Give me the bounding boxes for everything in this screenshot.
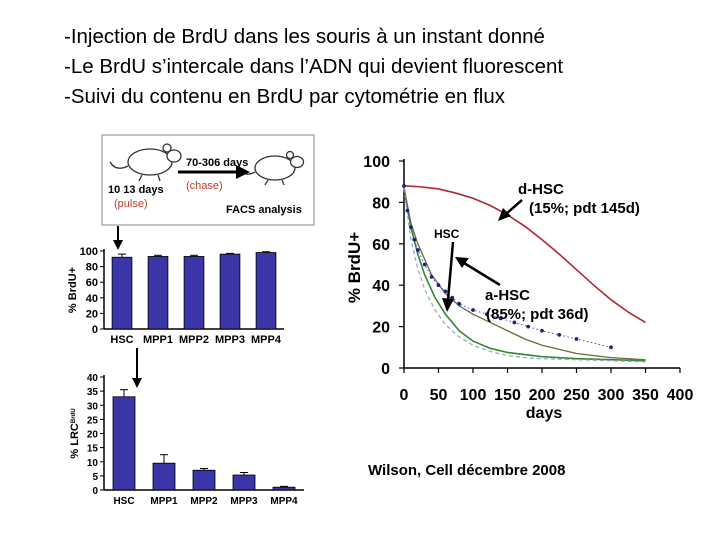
category-label: MPP2 [179,334,209,346]
x-tick-label: 350 [632,387,659,404]
bar [256,253,276,329]
category-label: MPP3 [230,496,258,507]
bar [273,487,295,490]
bar [193,470,215,490]
data-point [406,209,410,213]
y-tick-label: 0 [91,324,98,336]
data-point [575,337,579,341]
bar [233,475,255,490]
y-tick-label: 35 [86,387,98,399]
data-point [412,238,416,242]
data-point [444,290,448,294]
y-tick-label: 100 [79,246,98,258]
bar [153,463,175,490]
y-tick-label: 40 [85,292,98,305]
y-axis-label-sup: BrdU [71,408,77,424]
pulse-label: (pulse) [114,198,148,210]
category-label: MPP1 [150,496,178,507]
hsc-arrowhead-icon [442,298,454,312]
category-label: MPP1 [143,334,173,346]
category-label: MPP3 [215,334,245,346]
category-label: MPP4 [251,334,281,346]
x-tick-label: 300 [597,387,625,404]
data-point [557,333,561,337]
bar [148,256,168,329]
y-axis-label: % BrdU+ [67,266,79,314]
y-tick-label: 40 [86,373,98,384]
data-point [609,345,613,349]
category-label: HSC [110,334,134,346]
bullet-intercalation: -Le BrdU s’intercale dans l’ADN qui devient fluorescent [64,55,564,78]
y-tick-label: 100 [363,154,390,171]
bar [220,254,240,329]
y-tick-label: 25 [86,415,98,427]
y-tick-label: 10 [86,457,98,469]
dhsc-label: d-HSC [518,181,564,198]
data-point [402,184,406,188]
brdu-bar-chart [67,246,284,346]
y-tick-label: 40 [372,278,390,296]
data-point [540,329,544,333]
y-tick-label: 5 [92,471,98,483]
y-tick-label: 80 [372,195,390,213]
x-tick-label: 100 [459,387,487,404]
hsc-label: HSC [434,227,460,241]
y-tick-label: 30 [86,401,98,413]
data-point [457,302,461,306]
category-label: HSC [113,496,135,507]
x-tick-label: 150 [494,387,521,404]
x-tick-label: 250 [563,387,590,404]
chase-label: (chase) [186,180,223,192]
dhsc-arrow-icon [506,200,522,214]
ahsc-arrow-icon [464,263,500,285]
citation: Wilson, Cell décembre 2008 [368,462,566,479]
data-point [430,275,434,279]
pulse-days-label: 10 13 days [108,184,164,196]
y-tick-label: 0 [92,486,98,497]
brdu-decay-chart [345,154,693,422]
category-label: MPP2 [190,496,218,507]
y-tick-label: 0 [381,361,390,378]
y-axis-label: % $LRC^{BrdU}$ [69,408,81,459]
data-point [471,308,475,312]
x-axis-label: days [525,405,563,422]
ahsc-detail-label: (85%; pdt 36d) [486,306,589,323]
y-tick-label: 20 [85,308,98,321]
bullet-injection: -Injection de BrdU dans les souris à un instant donné [64,25,545,48]
x-tick-label: 200 [528,387,556,404]
x-tick-label: 0 [399,387,409,404]
lrc-bar-chart [69,373,304,507]
y-tick-label: 20 [86,429,98,441]
flow-arrow-icon [132,348,142,388]
ahsc-label: a-HSC [485,287,531,304]
bar [184,256,204,329]
x-tick-label: 400 [666,387,694,404]
y-tick-label: 20 [372,319,390,337]
dhsc-detail-label: (15%; pdt 145d) [529,200,640,217]
bar [113,397,135,490]
bar [112,257,132,329]
bullet-cytometry: -Suivi du contenu en BrdU par cytométrie en flux [64,85,505,108]
y-tick-label: 60 [372,236,390,254]
y-tick-label: 15 [86,443,98,455]
facs-analysis-label: FACS analysis [226,204,302,216]
y-tick-label: 80 [85,261,98,274]
ahsc-arrowhead-icon [455,257,469,268]
y-axis-label: % BrdU+ [345,231,364,304]
data-point [423,263,427,267]
data-point [409,225,413,229]
data-point [526,325,530,329]
experiment-schematic [102,135,314,225]
flow-arrow-icon [113,226,123,250]
data-point [437,283,441,287]
data-point [416,248,420,252]
hsc-arrow-icon [448,242,453,300]
category-label: MPP4 [270,496,298,507]
chase-days-label: 70-306 days [186,157,249,169]
y-tick-label: 60 [85,277,98,290]
x-tick-label: 50 [429,387,448,404]
